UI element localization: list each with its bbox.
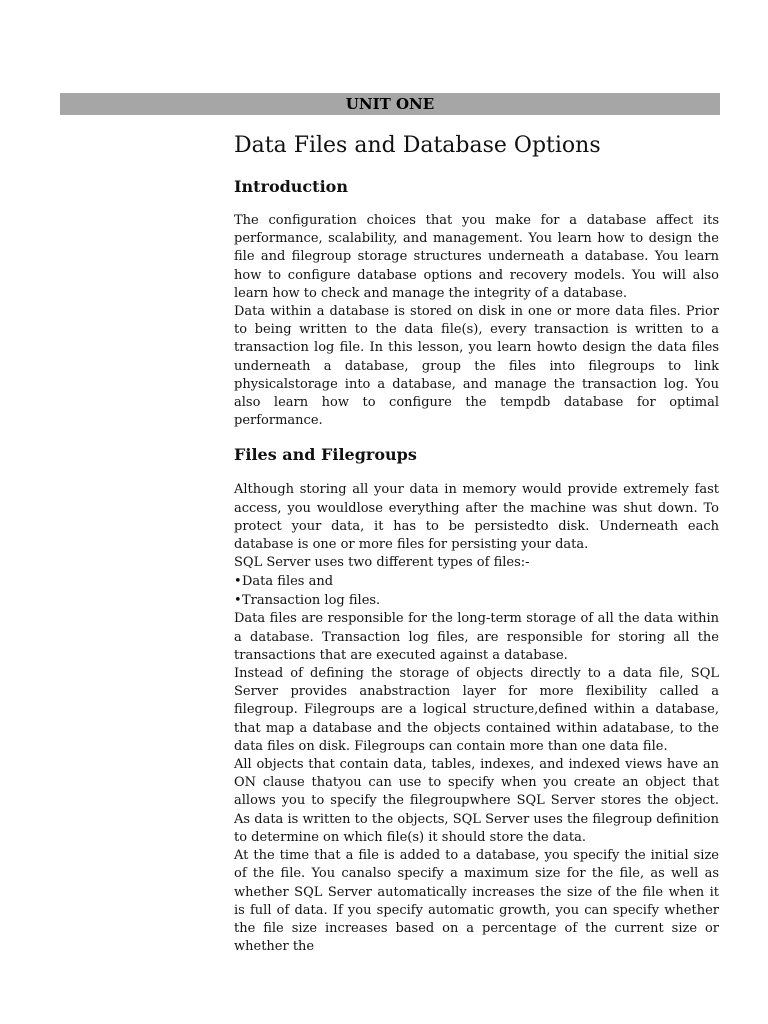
- body-paragraph: All objects that contain data, tables, indexes, and indexed views have an ON clause thatyou can use to specify when you create an object that allows you to specify the filegroupwhere SQL Server stores the object. As data is written to the objects, SQL Server uses the filegroup definition to determine on which file(s) it should store the data.: [234, 757, 719, 845]
- body-paragraph: Although storing all your data in memory would provide extremely fast access, you wouldlose everything after the machine was shut down. To protect your data, it has to be persistedto disk. Underneath each database is one or more files for persisting your data.: [234, 482, 719, 553]
- document-body: [234, 128, 719, 956]
- body-paragraph: Instead of defining the storage of objects directly to a data file, SQL Server provides anabstraction layer for more flexibility called a filegroup. Filegroups are a logical structure,defined within a database, that map a database and the objects contained within adatabase, to the data files on disk. Filegroups can contain more than one data file.: [234, 666, 719, 754]
- file-types-list: [234, 572, 719, 610]
- files-filegroups-heading: Files and Filegroups: [234, 445, 417, 465]
- intro-paragraph: Data within a database is stored on disk in one or more data files. Prior to being written to the data file(s), every transaction is written to a transaction log file. In this lesson, you learn howto design the data files underneath a database, group the files into filegroups to link physicalstorage into a database, and manage the transaction log. You also learn how to configure the tempdb database for optimal performance.: [234, 304, 719, 429]
- body-paragraph: At the time that a file is added to a database, you specify the initial size of the file. You canalso specify a maximum size for the file, as well as whether SQL Server automatically increases the size of the file when it is full of data. If you specify automatic growth, you can specify whether the file size increases based on a percentage of the current size or whether the: [234, 848, 719, 955]
- body-paragraph: Data files are responsible for the long-term storage of all the data within a database. Transaction log files, are responsible for storing all the transactions that are executed against a database.: [234, 611, 719, 663]
- list-item: • Data files and: [234, 572, 719, 591]
- intro-paragraph: The configuration choices that you make for a database affect its performance, scalability, and management. You learn how to design the file and filegroup storage structures underneath a database. You learn how to configure database options and recovery models. You will also learn how to check and manage the integrity of a database.: [234, 213, 719, 301]
- list-item: • Transaction log files.: [234, 591, 719, 610]
- file-types-intro: SQL Server uses two different types of files:-: [234, 555, 530, 571]
- introduction-heading: Introduction: [234, 177, 348, 196]
- page-title: Data Files and Database Options: [234, 133, 601, 158]
- unit-label: UNIT ONE: [345, 95, 435, 113]
- unit-header-bar: [60, 93, 720, 115]
